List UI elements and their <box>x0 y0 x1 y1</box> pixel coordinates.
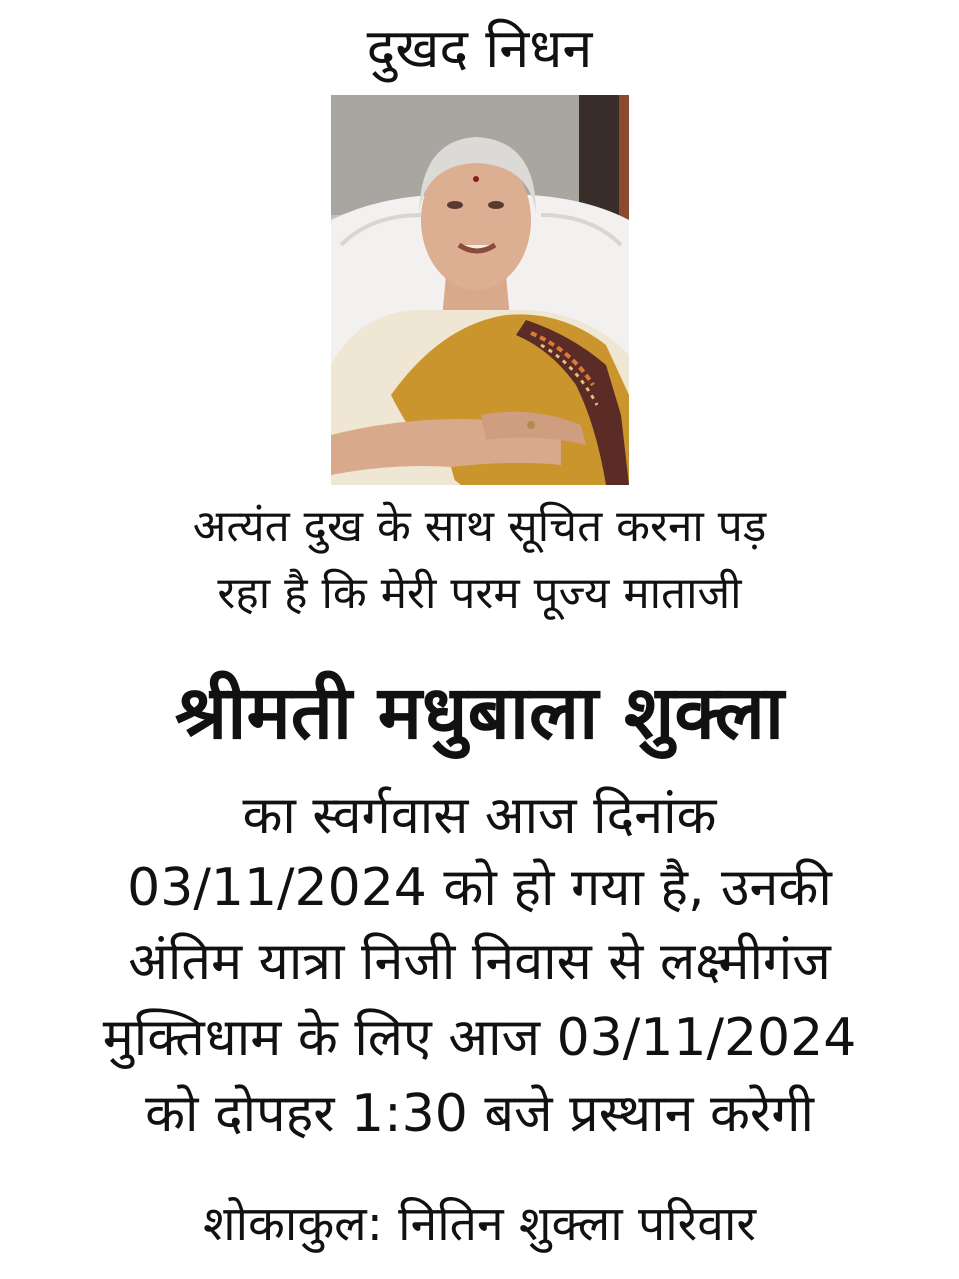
body-line-5: को दोपहर 1:30 बजे प्रस्थान करेगी <box>145 1084 814 1144</box>
deceased-name: श्रीमती मधुबाला शुक्ला <box>174 670 785 756</box>
body-line-4: मुक्तिधाम के लिए आज 03/11/2024 <box>102 1008 857 1068</box>
mourner-line: शोकाकुल: नितिन शुक्ला परिवार <box>202 1196 757 1252</box>
intro-line-1: अत्यंत दुख के साथ सूचित करना पड़ <box>192 501 767 552</box>
body-line-1: का स्वर्गवास आज दिनांक <box>242 786 717 846</box>
intro-line-2: रहा है कि मेरी परम पूज्य माताजी <box>217 568 742 619</box>
body-line-2: 03/11/2024 को हो गया है, उनकी <box>127 858 832 918</box>
body-line-3: अंतिम यात्रा निजी निवास से लक्ष्मीगंज <box>128 932 831 992</box>
notice-title: दुखद निधन <box>366 17 593 80</box>
portrait-photo <box>331 95 629 485</box>
